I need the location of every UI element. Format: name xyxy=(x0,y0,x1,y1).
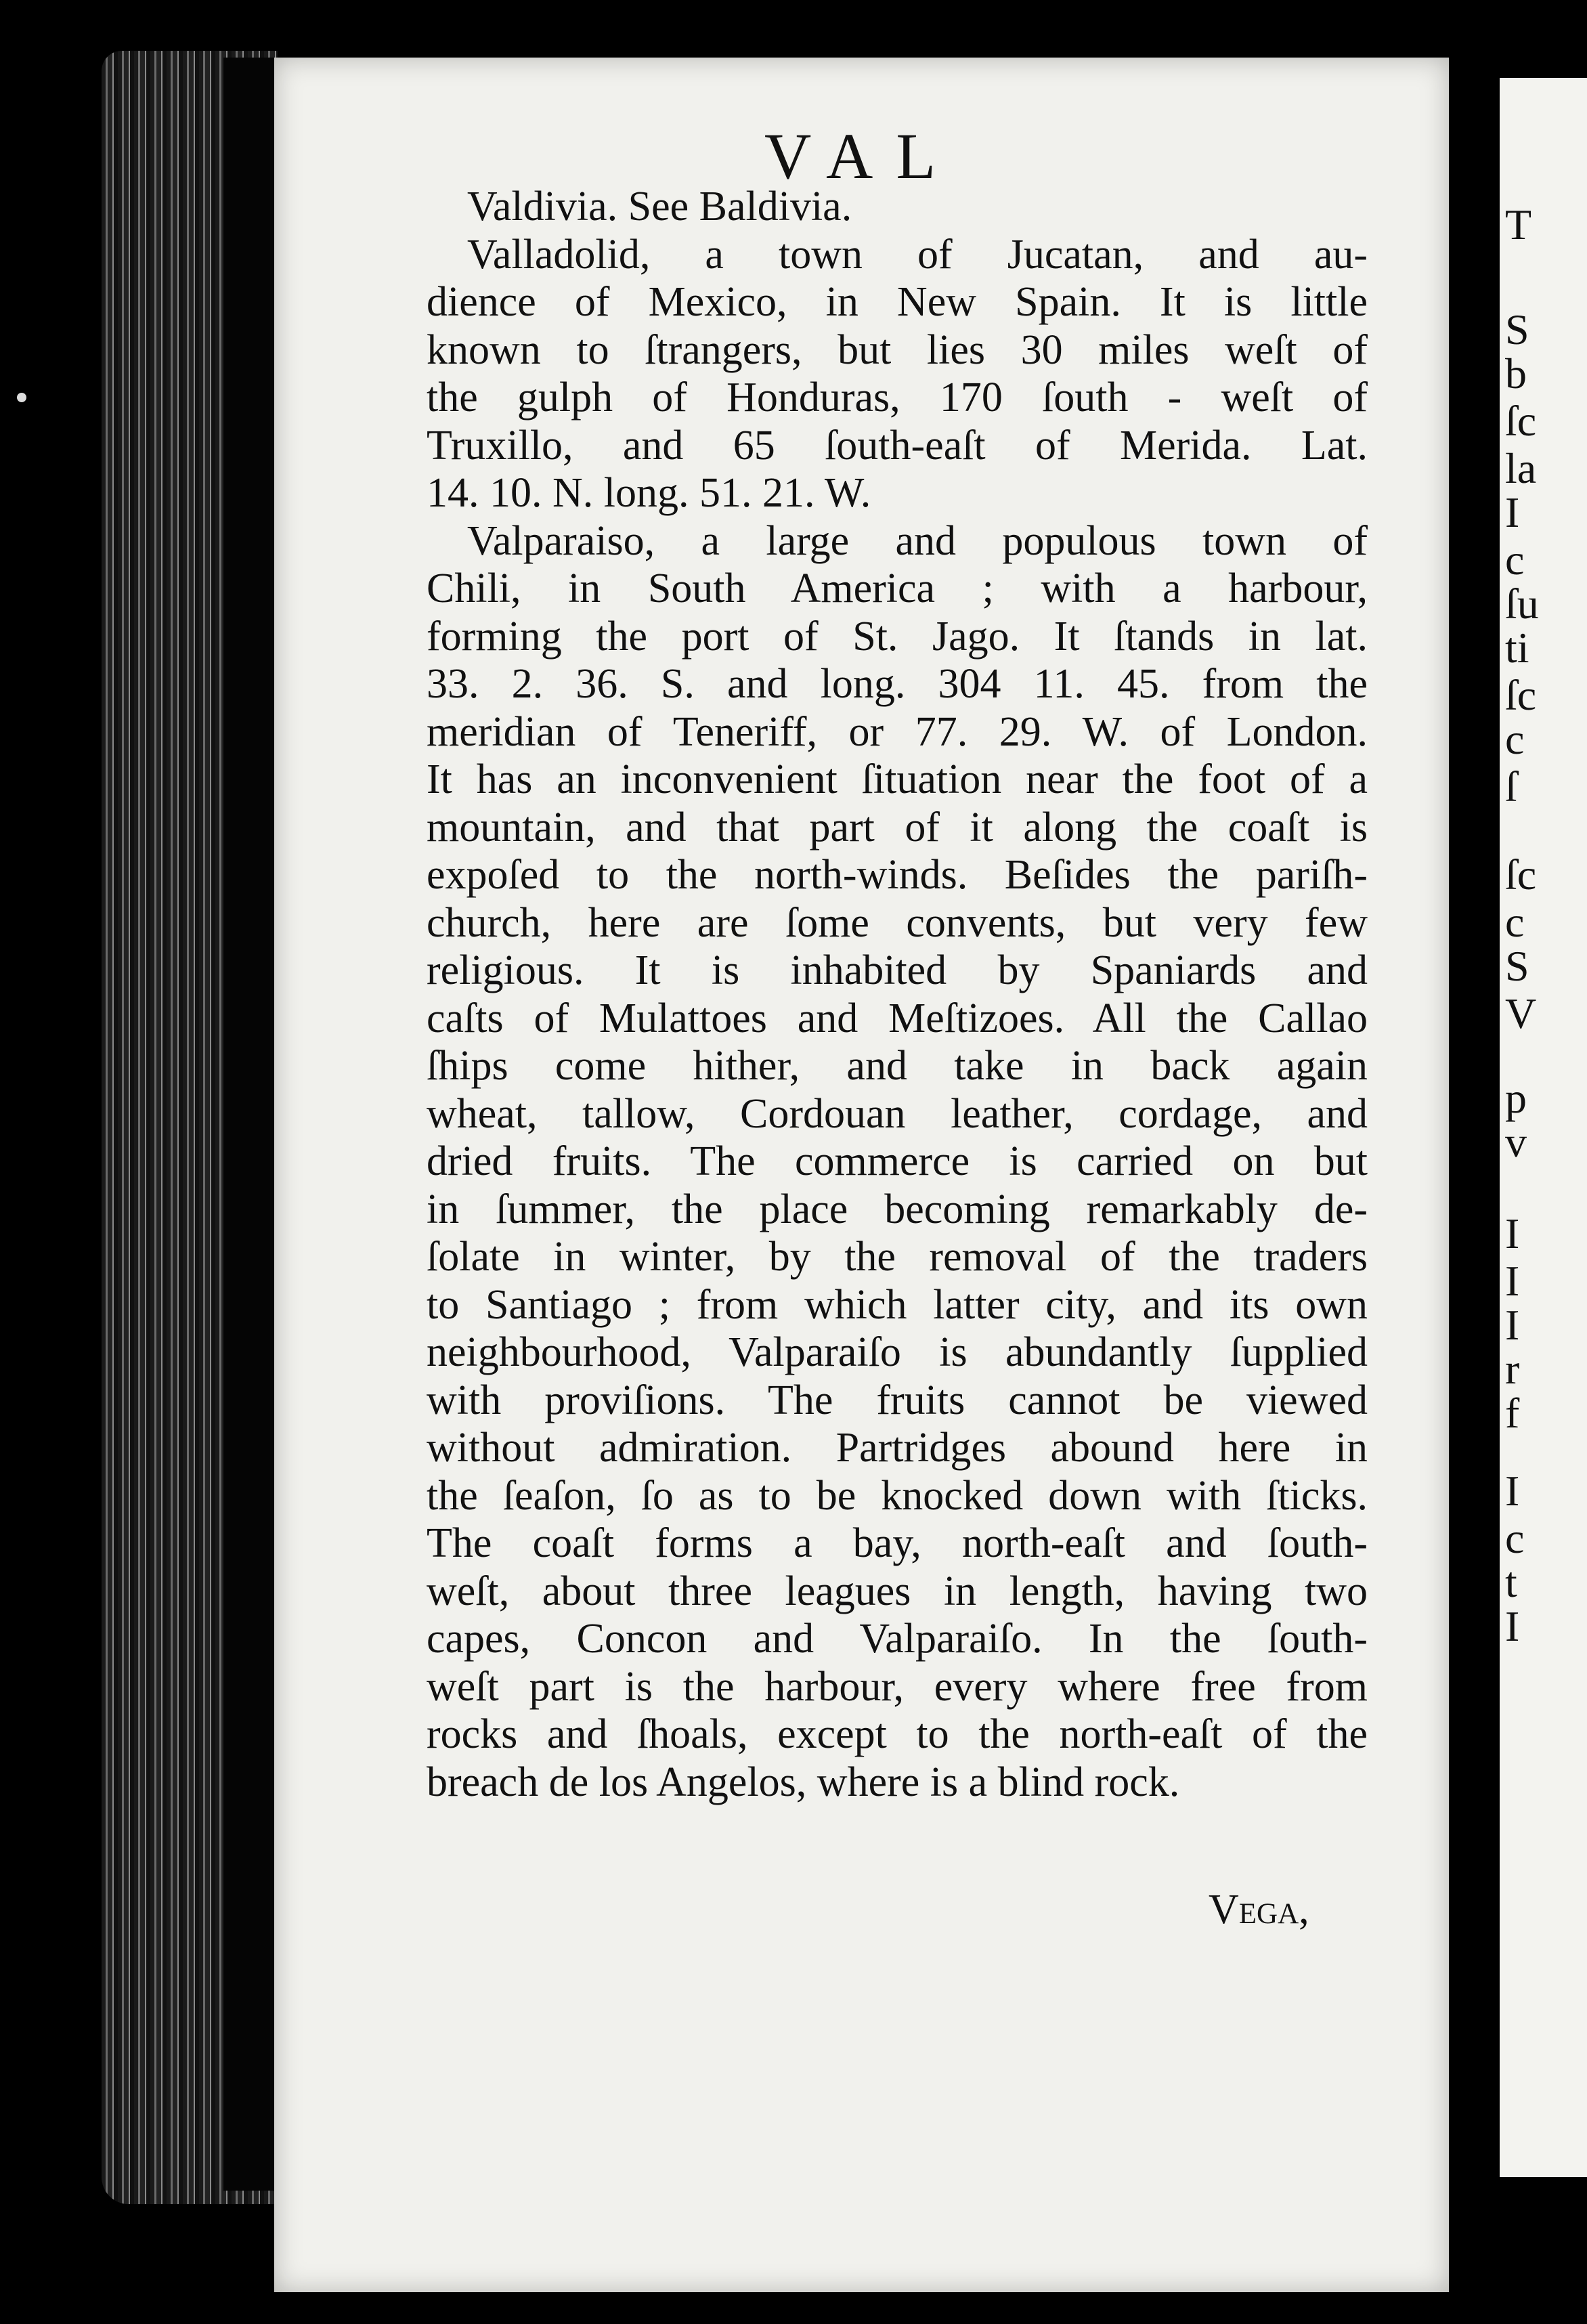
text-line: mountain, and that part of it along the coaſt is xyxy=(427,804,1368,851)
text-line: weſt part is the harbour, every where free from xyxy=(427,1663,1368,1710)
text-line: meridian of Teneriff, or 77. 29. W. of London. xyxy=(427,708,1368,755)
facing-page-letter: ſc xyxy=(1505,671,1537,719)
text-line: religious. It is inhabited by Spaniards and xyxy=(427,947,1368,993)
facing-page-letter: ti xyxy=(1505,624,1529,672)
facing-page-letter: ſc xyxy=(1505,851,1537,899)
text-line: The coaſt forms a bay, north-eaſt and ſouth- xyxy=(427,1520,1368,1566)
text-line: church, here are ſome convents, but very few xyxy=(427,899,1368,946)
text-line: the ſeaſon, ſo as to be knocked down with ſticks. xyxy=(427,1472,1368,1519)
facing-page-letter: T xyxy=(1505,200,1532,249)
facing-page-letter: V xyxy=(1505,989,1537,1037)
facing-page-fragment xyxy=(1500,78,1587,2177)
facing-page-letter: c xyxy=(1505,1514,1525,1562)
text-line: forming the port of St. Jago. It ſtands in lat. xyxy=(427,613,1368,660)
text-line: expoſed to the north-winds. Beſides the pariſh- xyxy=(427,852,1368,898)
facing-page-letter: r xyxy=(1505,1345,1520,1393)
text-line: weſt, about three leagues in length, having two xyxy=(427,1568,1368,1614)
text-line: 14. 10. N. long. 51. 21. W. xyxy=(427,470,871,516)
facing-page-letter: la xyxy=(1505,444,1537,492)
facing-page-letter: t xyxy=(1505,1558,1517,1606)
text-line: the gulph of Honduras, 170 ſouth - weſt of xyxy=(427,374,1368,421)
text-line: It has an inconvenient ſituation near the foot of a xyxy=(427,756,1368,802)
text-line: ſhips come hither, and take in back again xyxy=(427,1043,1368,1089)
text-line: wheat, tallow, Cordouan leather, cordage, and xyxy=(427,1090,1368,1137)
text-line: Valdivia. See Baldivia. xyxy=(467,184,852,230)
text-line: rocks and ſhoals, except to the north-eaſt of the xyxy=(427,1711,1368,1757)
book-page xyxy=(274,58,1449,2292)
text-line: neighbourhood, Valparaiſo is abundantly ſupplied xyxy=(427,1329,1368,1375)
text-line: ſolate in winter, by the removal of the traders xyxy=(427,1234,1368,1280)
facing-page-letter: ſc xyxy=(1505,397,1537,445)
facing-page-letter: I xyxy=(1505,1467,1520,1515)
facing-page-letter: I xyxy=(1505,1602,1520,1650)
running-head: VAL xyxy=(764,120,959,192)
body-text xyxy=(427,183,1449,1806)
facing-page-letter: S xyxy=(1505,942,1529,990)
text-line: breach de los Angelos, where is a blind rock. xyxy=(427,1759,1180,1805)
facing-page-letter: I xyxy=(1505,1301,1520,1349)
text-line: caſts of Mulattoes and Meſtizoes. All the Callao xyxy=(427,995,1368,1041)
text-line: Chili, in South America ; with a harbour, xyxy=(427,565,1368,611)
text-line: Truxillo, and 65 ſouth-eaſt of Merida. Lat. xyxy=(427,422,1368,469)
scan-speck xyxy=(17,393,26,402)
facing-page-letter: c xyxy=(1505,898,1525,946)
text-line: in ſummer, the place becoming remarkably de- xyxy=(427,1186,1368,1232)
text-line: dried fruits. The commerce is carried on but xyxy=(427,1138,1368,1184)
facing-page-letter: I xyxy=(1505,1209,1520,1257)
facing-page-letter: ſu xyxy=(1505,580,1539,628)
facing-page-letter: v xyxy=(1505,1118,1527,1166)
text-line: capes, Concon and Valparaiſo. In the ſouth- xyxy=(427,1616,1368,1662)
text-line: Valladolid, a town of Jucatan, and au- xyxy=(467,231,1368,278)
gutter-shadow xyxy=(223,58,278,2191)
facing-page-letter: S xyxy=(1505,305,1529,353)
facing-page-letter: I xyxy=(1505,488,1520,536)
catchword: Vega, xyxy=(1209,1887,1309,1933)
text-line: dience of Mexico, in New Spain. It is little xyxy=(427,279,1368,325)
facing-page-letter: I xyxy=(1505,1257,1520,1305)
facing-page-letter: f xyxy=(1505,1389,1520,1437)
text-line: 33. 2. 36. S. and long. 304 11. 45. from the xyxy=(427,661,1368,707)
text-line: with proviſions. The fruits cannot be viewed xyxy=(427,1377,1368,1423)
facing-page-letter: c xyxy=(1505,536,1525,584)
facing-page-letter: c xyxy=(1505,715,1525,763)
text-line: to Santiago ; from which latter city, and its own xyxy=(427,1281,1368,1328)
text-line: without admiration. Partridges abound here in xyxy=(427,1425,1368,1471)
text-line: Valparaiso, a large and populous town of xyxy=(467,517,1368,564)
facing-page-letter: b xyxy=(1505,349,1527,397)
facing-page-letter: ſ xyxy=(1505,762,1517,811)
facing-page-letter: p xyxy=(1505,1074,1527,1122)
text-line: known to ſtrangers, but lies 30 miles weſt of xyxy=(427,326,1368,373)
